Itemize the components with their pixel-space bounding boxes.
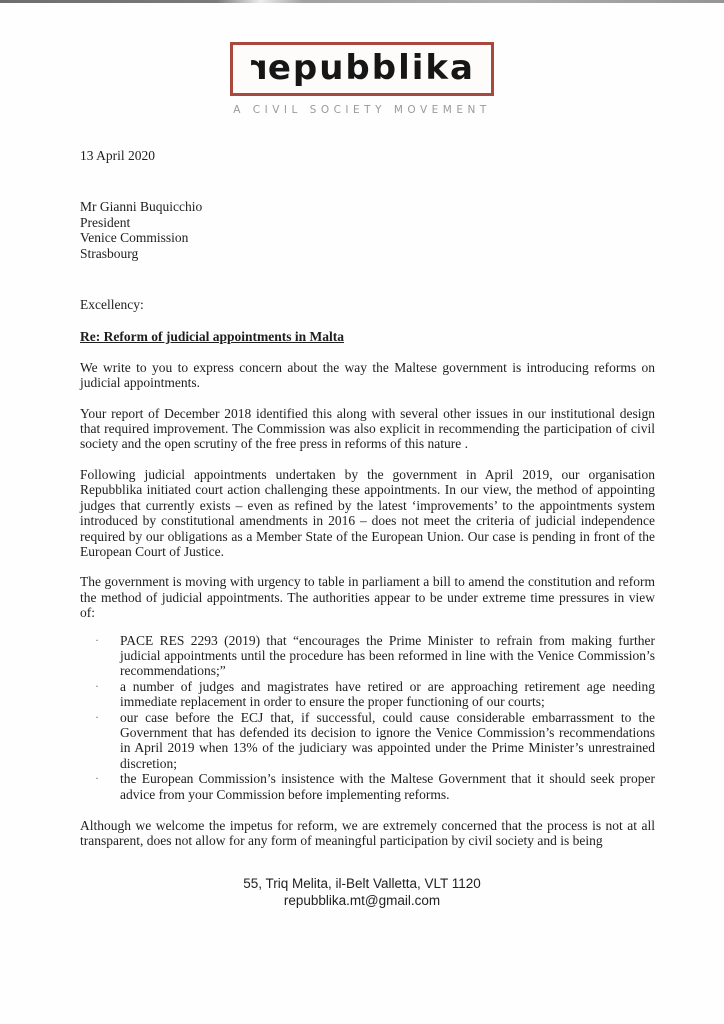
footer-email: repubblika.mt@gmail.com — [283, 893, 441, 909]
scan-edge-artifact — [0, 0, 724, 3]
footer-address: 55, Triq Melita, il-Belt Valletta, VLT 1120 — [243, 875, 481, 891]
letter-date: 13 April 2020 — [80, 148, 156, 163]
paragraph: The government is moving with urgency to table in parliament a bill to amend the constitution and reform the method of judicial appointments. The authorities appear to be under extreme time pressures in view of: — [80, 574, 655, 621]
bullet-dot-icon: · — [95, 678, 99, 693]
paragraph: Following judicial appointments undertaken by the government in April 2019, our organisation Repubblika initiated court action challenging these appointments. In our view, the method of appointing judges that currently exists – even as refined by the latest ‘improvements’ to the appointments system introduced by constitutional amendments in 2016 – does not meet the criteria of judicial independence required by our obligations as a Member State of the European Union. Our case is pending in front of the European Court of Justice. — [80, 466, 655, 559]
letter-body — [0, 148, 724, 849]
logo-wordmark — [249, 48, 475, 88]
bullet-dot-icon: · — [95, 632, 99, 647]
subject-line: Re: Reform of judicial appointments in Malta — [80, 329, 344, 345]
recipient-organisation: Venice Commission — [80, 230, 189, 246]
logo-mirrored-r: r — [249, 48, 268, 88]
bullet-text: PACE RES 2293 (2019) that “encourages the Prime Minister to refrain from making further judicial appointments until the procedure has been reformed in line with the Venice Commission’s recommendations;” — [120, 632, 655, 679]
salutation: Excellency: — [80, 297, 144, 313]
list-item — [80, 710, 655, 772]
repubblika-logo — [230, 42, 494, 96]
recipient-city: Strasbourg — [80, 245, 139, 261]
bullet-list — [80, 633, 655, 802]
letter-footer — [0, 875, 724, 910]
bullet-text: the European Commission’s insistence with the Maltese Government that it should seek proper advice from your Commission before implementing reforms. — [120, 771, 655, 802]
paragraph: Your report of December 2018 identified this along with several other issues in our institutional design that required improvement. The Commission was also explicit in recommending the participation of civil society and the open scrutiny of the free press in reforms of this nature . — [80, 405, 655, 452]
logo-tagline: A CIVIL SOCIETY MOVEMENT — [233, 104, 491, 116]
recipient-address — [80, 199, 655, 261]
paragraph: We write to you to express concern about the way the Maltese government is introducing reforms on judicial appointments. — [80, 359, 655, 391]
logo-wordmark-rest: epubblika — [267, 48, 475, 88]
bullet-text: a number of judges and magistrates have retired or are approaching retirement age needing immediate replacement in order to ensure the proper functioning of our courts; — [120, 678, 655, 710]
paragraph: Although we welcome the impetus for reform, we are extremely concerned that the process is not at all transparent, does not allow for any form of meaningful participation by civil society and is being — [80, 818, 655, 849]
recipient-title: President — [80, 214, 131, 230]
bullet-dot-icon: · — [95, 771, 99, 786]
bullet-dot-icon: · — [95, 709, 99, 724]
list-item — [80, 633, 655, 679]
list-item — [80, 679, 655, 710]
recipient-name: Mr Gianni Buquicchio — [80, 199, 203, 215]
list-item — [80, 771, 655, 802]
letterhead — [0, 42, 724, 116]
bullet-text: our case before the ECJ that, if successful, could cause considerable embarrassment to the Government that has defended its decision to ignore the Venice Commission’s recommendations in April 2019 when 13% of the judiciary was appointed under the Prime Minister’s unrestrained discretion; — [120, 709, 655, 771]
